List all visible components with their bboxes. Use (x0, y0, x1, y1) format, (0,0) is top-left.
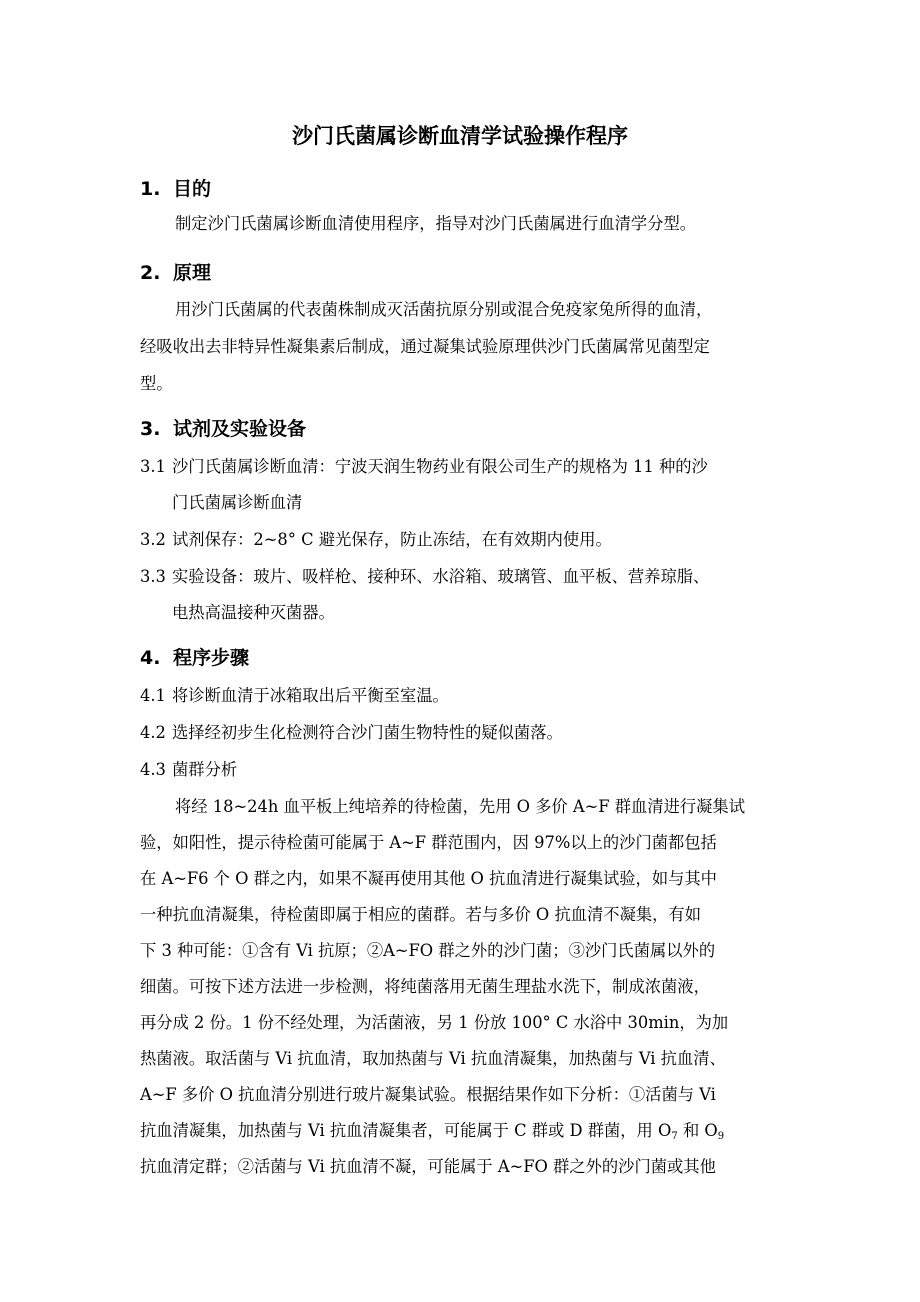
paragraph-line: 用沙门氏菌属的代表菌株制成灭活菌抗原分别或混合免疫家兔所得的血清， (175, 300, 713, 319)
item-text: 沙门氏菌属诊断血清：宁波天润生物药业有限公司生产的规格为 11 种的沙 (172, 457, 708, 476)
paragraph-line: 抗血清定群；②活菌与 Vi 抗血清不凝，可能属于 A~FO 群之外的沙门菌或其他 (140, 1157, 716, 1176)
paragraph-line: A~F 多价 O 抗血清分别进行玻片凝集试验。根据结果作如下分析：①活菌与 Vi (140, 1085, 716, 1104)
paragraph-line: 制定沙门氏菌属诊断血清使用程序，指导对沙门氏菌属进行血清学分型。 (175, 214, 697, 233)
paragraph-line: 将经 18~24h 血平板上纯培养的待检菌，先用 O 多价 A~F 群血清进行凝集试 (175, 797, 745, 816)
paragraph-line: 经吸收出去非特异性凝集素后制成，通过凝集试验原理供沙门氏菌属常见菌型定 (140, 337, 710, 356)
subscript: 9 (717, 1131, 725, 1142)
list-item (140, 685, 449, 707)
paragraph-line: 热菌液。取活菌与 Vi 抗血清，取加热菌与 Vi 抗血清凝集，加热菌与 Vi 抗血清、 (140, 1049, 726, 1068)
item-number: 4.3 (140, 760, 166, 779)
section-heading-principle (140, 258, 211, 285)
item-number: 3.2 (140, 530, 166, 549)
section-number: 4. (140, 647, 161, 669)
item-text: 将诊断血清于冰箱取出后平衡至室温。 (172, 686, 449, 705)
paragraph-line: 在 A~F6 个 O 群之内，如果不凝再使用其他 O 抗血清进行凝集试验，如与其中 (140, 869, 717, 888)
list-item-continuation: 门氏菌属诊断血清 (172, 493, 303, 512)
paragraph-line (140, 1120, 724, 1142)
item-number: 4.1 (140, 686, 166, 705)
section-heading-purpose (140, 174, 211, 201)
paragraph-line: 再分成 2 份。1 份不经处理，为活菌液，另 1 份放 100° C 水浴中 30min，为加 (140, 1013, 729, 1032)
paragraph-line: 下 3 种可能：①含有 Vi 抗原；②A~FO 群之外的沙门菌；③沙门氏菌属以外的 (140, 941, 716, 960)
section-heading-reagents (140, 414, 306, 441)
item-text: 试剂保存：2~8° C 避光保存，防止冻结，在有效期内使用。 (172, 530, 612, 549)
section-title: 目的 (173, 178, 212, 200)
section-title: 原理 (173, 262, 212, 284)
paragraph-line: 验，如阳性，提示待检菌可能属于 A~F 群范围内，因 97%以上的沙门菌都包括 (140, 833, 717, 852)
item-text: 实验设备：玻片、吸样枪、接种环、水浴箱、玻璃管、血平板、营养琼脂、 (172, 567, 710, 586)
paragraph-text: 抗血清凝集，加热菌与 Vi 抗血清凝集者，可能属于 C 群或 D 群菌，用 O (140, 1121, 672, 1140)
section-number: 2. (140, 262, 161, 284)
list-item (140, 529, 612, 551)
item-number: 3.3 (140, 567, 166, 586)
list-item (140, 759, 237, 781)
paragraph-line: 型。 (140, 374, 173, 393)
paragraph-text: 和 O (682, 1121, 718, 1140)
item-number: 3.1 (140, 457, 166, 476)
paragraph-line: 一种抗血清凝集，待检菌即属于相应的菌群。若与多价 O 抗血清不凝集，有如 (140, 905, 701, 924)
list-item (140, 722, 563, 744)
item-text: 选择经初步生化检测符合沙门菌生物特性的疑似菌落。 (172, 723, 563, 742)
section-number: 1. (140, 178, 161, 200)
subscript: 7 (671, 1131, 678, 1142)
item-text: 菌群分析 (172, 760, 238, 779)
paragraph-line: 细菌。可按下述方法进一步检测，将纯菌落用无菌生理盐水洗下，制成浓菌液， (140, 977, 710, 996)
section-title: 试剂及实验设备 (173, 418, 307, 440)
section-title: 程序步骤 (173, 647, 250, 669)
section-heading-procedure (140, 643, 249, 670)
list-item (140, 566, 709, 588)
list-item-continuation: 电热高温接种灭菌器。 (172, 603, 335, 622)
section-number: 3. (140, 418, 161, 440)
page-title: 沙门氏菌属诊断血清学试验操作程序 (292, 124, 628, 148)
list-item (140, 456, 708, 478)
item-number: 4.2 (140, 723, 166, 742)
